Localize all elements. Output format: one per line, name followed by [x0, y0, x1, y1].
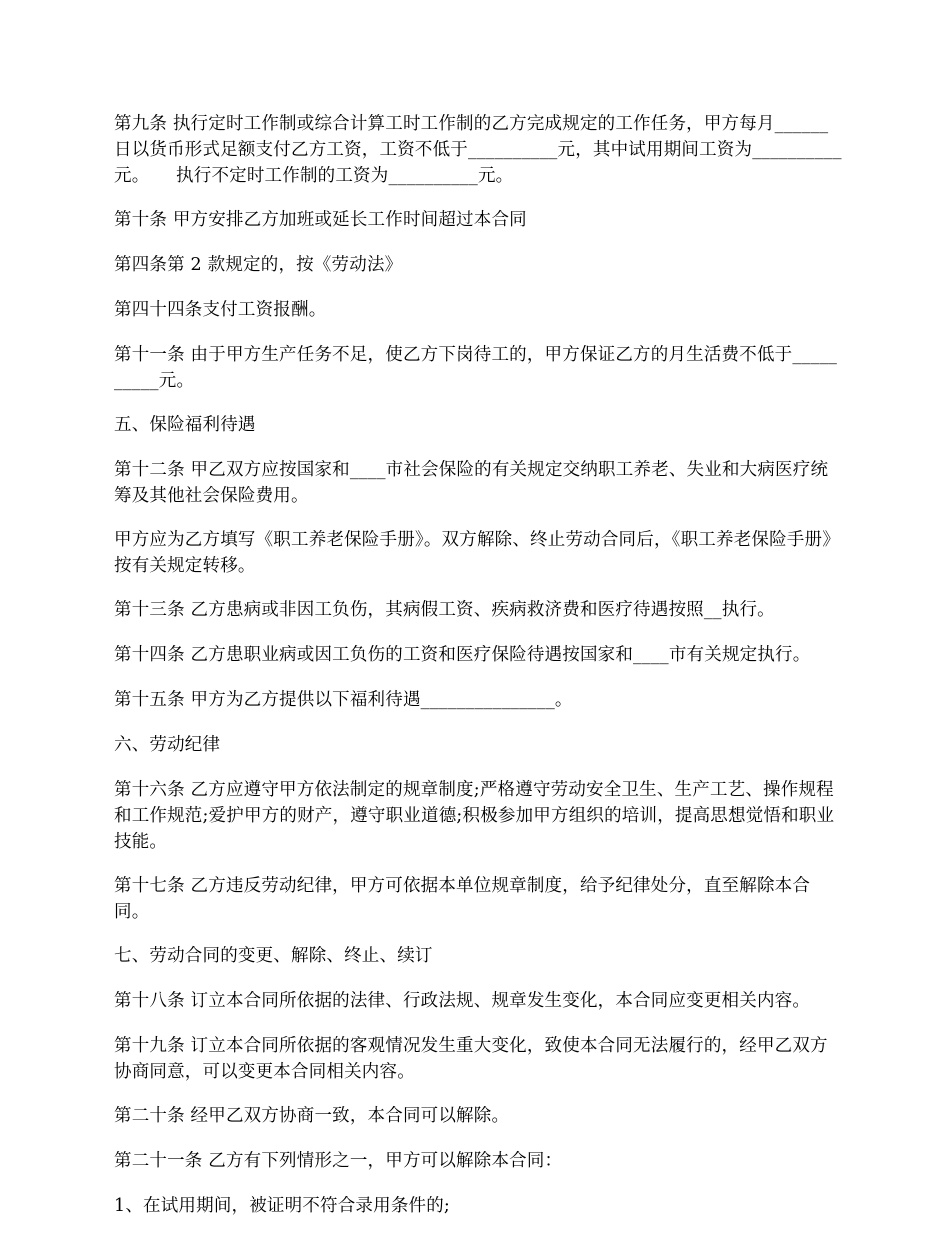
section-6-heading: 六、劳动纪律: [114, 735, 221, 755]
article-17-violation: 第十七条 乙方违反劳动纪律，甲方可依据本单位规章制度，给予纪律处分，直至解除本合同。: [114, 876, 811, 922]
article-11-idle-allowance: 第十一条 由于甲方生产任务不足，使乙方下岗待工的，甲方保证乙方的月生活费不低于__________元。: [114, 345, 838, 391]
article-14-occupational-injury: 第十四条 乙方患职业病或因工负伤的工资和医疗保险待遇按国家和____市有关规定执行。: [114, 645, 811, 665]
article-16-discipline: 第十六条 乙方应遵守甲方依法制定的规章制度;严格遵守劳动安全卫生、生产工艺、操作规程和工作规范;爱护甲方的财产，遵守职业道德;积极参加甲方组织的培训，提高思想觉悟和职业技能。: [114, 780, 835, 852]
article-21-termination-conditions: 第二十一条 乙方有下列情形之一，甲方可以解除本合同：: [114, 1151, 563, 1171]
article-19-circumstance-change: 第十九条 订立本合同所依据的客观情况发生重大变化，致使本合同无法履行的，经甲乙双方协商同意，可以变更本合同相关内容。: [114, 1036, 828, 1082]
article-12-social-insurance: 第十二条 甲乙双方应按国家和____市社会保险的有关规定交纳职工养老、失业和大病医疗统筹及其他社会保险费用。: [114, 460, 829, 506]
condition-1-probation: 1、在试用期间，被证明不符合录用条件的;: [114, 1196, 451, 1216]
document-page: [114, 111, 844, 1238]
pension-handbook-paragraph: 甲方应为乙方填写《职工养老保险手册》。双方解除、终止劳动合同后，《职工养老保险手册》按有关规定转移。: [114, 530, 840, 576]
article-20-mutual-termination: 第二十条 经甲乙双方协商一致，本合同可以解除。: [114, 1106, 510, 1126]
article-10-continued: 第四条第 2 款规定的，按《劳动法》: [114, 255, 403, 275]
section-5-heading: 五、保险福利待遇: [114, 415, 256, 435]
article-13-sick-leave: 第十三条 乙方患病或非因工负伤，其病假工资、疾病救济费和医疗待遇按照__执行。: [114, 600, 775, 620]
article-15-benefits: 第十五条 甲方为乙方提供以下福利待遇_______________。: [114, 690, 573, 710]
article-18-law-change: 第十八条 订立本合同所依据的法律、行政法规、规章发生变化，本合同应变更相关内容。: [114, 991, 811, 1011]
article-10-payment: 第四十四条支付工资报酬。: [114, 300, 327, 320]
article-9-salary: 第九条 执行定时工作制或综合计算工时工作制的乙方完成规定的工作任务，甲方每月______日以货币形式足额支付乙方工资，工资不低于__________元，其中试用期间工资为__________元。 执行不定时工作制的工资为__________元。: [114, 114, 842, 186]
article-10-overtime: 第十条 甲方安排乙方加班或延长工作时间超过本合同: [114, 210, 527, 230]
section-7-heading: 七、劳动合同的变更、解除、终止、续订: [114, 946, 433, 966]
